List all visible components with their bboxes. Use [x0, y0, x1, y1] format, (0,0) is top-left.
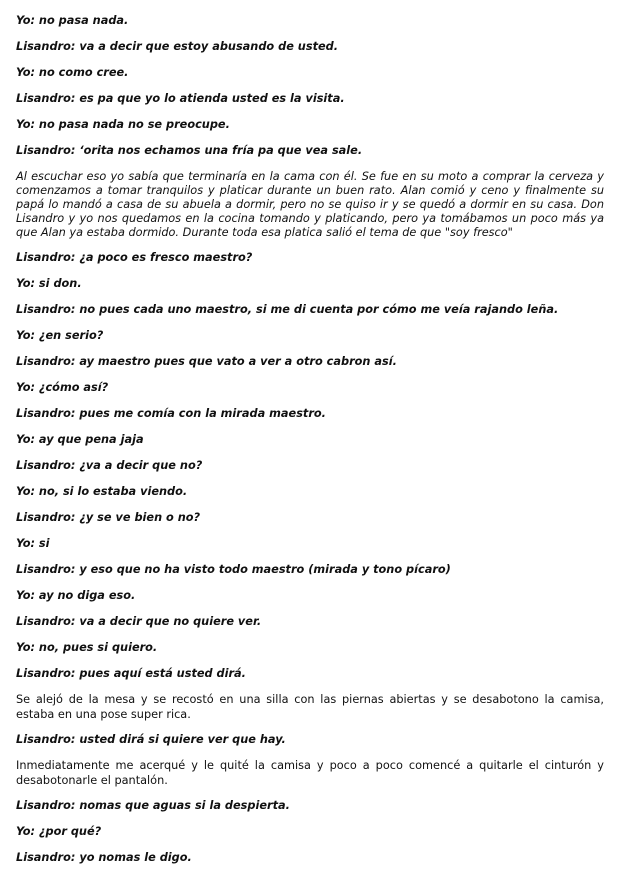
dialogue-line: Yo: no pasa nada no se preocupe.	[16, 118, 230, 131]
dialogue-line: Lisandro: va a decir que no quiere ver.	[16, 615, 262, 628]
narration-paragraph: Al escuchar eso yo sabía que terminaría en la cama con él. Se fue en su moto a comprar la cerveza y comenzamos a tomar tranquilos y platicar durante un buen rato. Alan comió y ceno y finalmente su papá lo mandó a casa de su abuela a dormir, pero no se quiso ir y se quedó a dormir en su casa. Don Lisandro y yo nos quedamos en la cocina tomando y platicando, pero ya tomábamos un poco más ya que Alan ya estaba dormido. Durante toda esa platica salió el tema de que "soy fresco"	[16, 170, 604, 239]
dialogue-line: Lisandro: pues aquí está usted dirá.	[16, 667, 246, 680]
dialogue-line: Yo: no como cree.	[16, 66, 129, 79]
dialogue-line: Lisandro: y eso que no ha visto todo maestro (mirada y tono pícaro)	[16, 563, 451, 576]
dialogue-line: Lisandro: ‘orita nos echamos una fría pa que vea sale.	[16, 144, 363, 157]
dialogue-line: Yo: ay no diga eso.	[16, 589, 136, 602]
dialogue-line: Lisandro: nomas que aguas si la despierta.	[16, 799, 290, 812]
dialogue-line: Lisandro: usted dirá si quiere ver que hay.	[16, 733, 286, 746]
dialogue-line: Yo: si don.	[16, 277, 82, 290]
dialogue-line: Lisandro: ¿a poco es fresco maestro?	[16, 251, 253, 264]
dialogue-line: Yo: si	[16, 537, 50, 550]
dialogue-line: Lisandro: va a decir que estoy abusando de usted.	[16, 40, 339, 53]
dialogue-line: Yo: no, pues si quiero.	[16, 641, 158, 654]
dialogue-line: Yo: ay que pena jaja	[16, 433, 144, 446]
dialogue-line: Lisandro: es pa que yo lo atienda usted es la visita.	[16, 92, 345, 105]
dialogue-line: Yo: ¿por qué?	[16, 825, 102, 838]
narration-paragraph: Inmediatamente me acerqué y le quité la camisa y poco a poco comencé a quitarle el cinturón y desabotonarle el pantalón.	[16, 759, 604, 787]
dialogue-line: Yo: no, si lo estaba viendo.	[16, 485, 188, 498]
dialogue-line: Lisandro: ¿va a decir que no?	[16, 459, 203, 472]
dialogue-line: Lisandro: ay maestro pues que vato a ver a otro cabron así.	[16, 355, 397, 368]
dialogue-line: Yo: ¿cómo así?	[16, 381, 109, 394]
dialogue-line: Lisandro: ¿y se ve bien o no?	[16, 511, 201, 524]
narration-paragraph: Se alejó de la mesa y se recostó en una silla con las piernas abiertas y se desabotono la camisa, estaba en una pose super rica.	[16, 693, 604, 721]
document-body	[16, 14, 604, 877]
dialogue-line: Lisandro: yo nomas le digo.	[16, 851, 192, 864]
dialogue-line: Yo: no pasa nada.	[16, 14, 129, 27]
dialogue-line: Yo: ¿en serio?	[16, 329, 104, 342]
dialogue-line: Lisandro: no pues cada uno maestro, si me di cuenta por cómo me veía rajando leña.	[16, 303, 559, 316]
dialogue-line: Lisandro: pues me comía con la mirada maestro.	[16, 407, 326, 420]
